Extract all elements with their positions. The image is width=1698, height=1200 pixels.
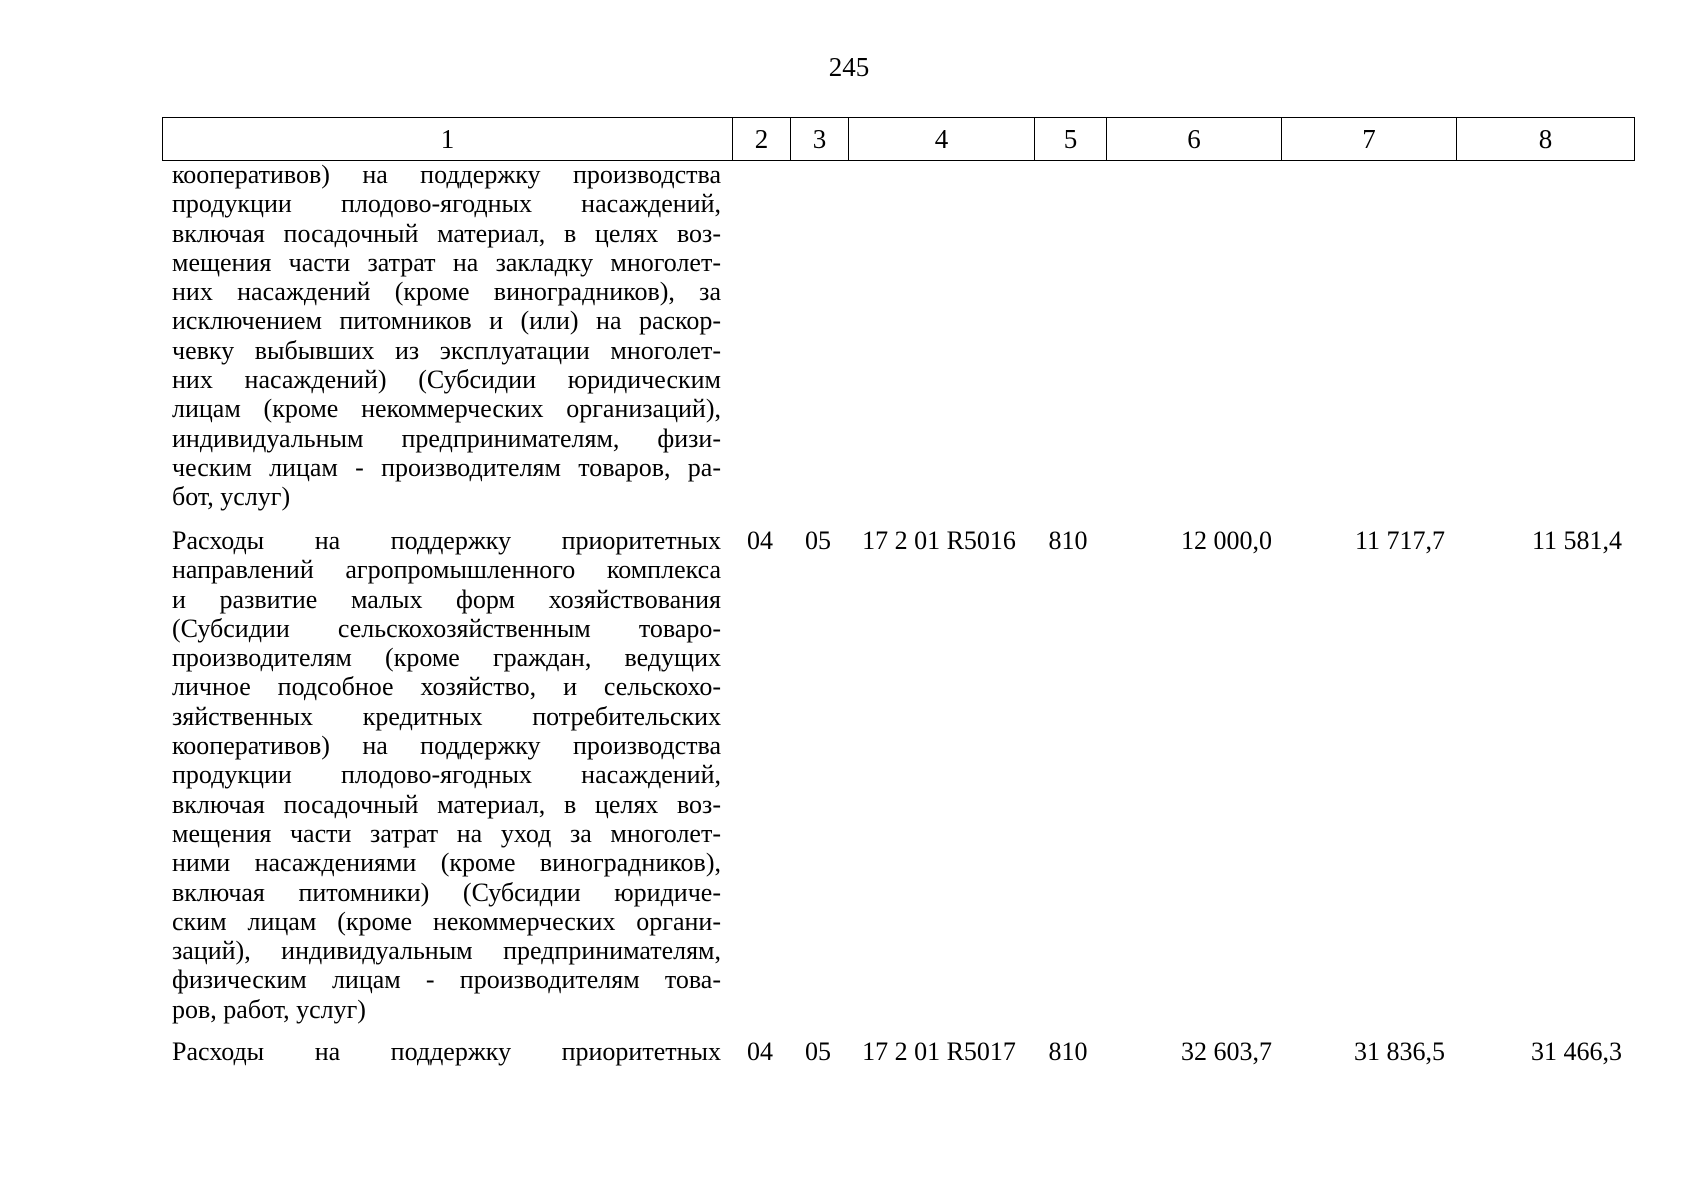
section-code: 04 — [747, 526, 773, 555]
text-line: кооперативов) на поддержку производства — [172, 160, 721, 189]
row-description — [172, 1037, 721, 1066]
text-line: направлений агропромышленного комплекса — [172, 555, 721, 585]
text-line: и развитие малых форм хозяйствования — [172, 584, 721, 614]
text-line: кооперативов) на поддержку производства — [172, 731, 721, 761]
text-line: (Субсидии сельскохозяйственным товаро- — [172, 613, 721, 643]
row-description — [172, 160, 721, 512]
text-line: включая посадочный материал, в целях воз- — [172, 789, 721, 819]
text-line: них насаждений (кроме виноградников), за — [172, 277, 721, 307]
section-code: 04 — [747, 1037, 773, 1066]
subsection-code: 05 — [805, 526, 831, 555]
page-number: 245 — [828, 52, 870, 82]
header-col-7: 7 — [1282, 118, 1457, 161]
text-line: личное подсобное хозяйство, и сельскохо- — [172, 672, 721, 702]
text-line: заций), индивидуальным предпринимателям, — [172, 936, 721, 966]
text-line: ческим лицам - производителям товаров, ра- — [172, 452, 721, 482]
amount-col-7: 11 717,7 — [1354, 526, 1445, 555]
text-line: мещения части затрат на закладку многолет- — [172, 247, 721, 277]
text-line: ров, работ, услуг) — [172, 994, 366, 1024]
text-line: ским лицам (кроме некоммерческих органи- — [172, 906, 721, 936]
expense-type-code: 810 — [1048, 526, 1088, 555]
subsection-code: 05 — [805, 1037, 831, 1066]
amount-col-8: 11 581,4 — [1531, 526, 1622, 555]
text-line: них насаждений) (Субсидии юридическим — [172, 365, 721, 395]
header-col-2: 2 — [733, 118, 791, 161]
table-header — [162, 117, 1635, 161]
text-line: чевку выбывших из эксплуатации многолет- — [172, 335, 721, 365]
header-col-5: 5 — [1035, 118, 1107, 161]
header-col-6: 6 — [1107, 118, 1282, 161]
amount-col-8: 31 466,3 — [1531, 1037, 1622, 1066]
row-description — [172, 526, 721, 1024]
text-line: производителям (кроме граждан, ведущих — [172, 643, 721, 673]
target-article-code: 17 2 01 R5016 — [862, 526, 1016, 555]
header-col-4: 4 — [849, 118, 1035, 161]
expense-type-code: 810 — [1048, 1037, 1088, 1066]
text-line: мещения части затрат на уход за многолет- — [172, 818, 721, 848]
text-line: бот, услуг) — [172, 482, 291, 512]
text-line: продукции плодово-ягодных насаждений, — [172, 189, 721, 219]
amount-col-6: 32 603,7 — [1181, 1037, 1272, 1066]
text-line: исключением питомников и (или) на раскор- — [172, 306, 721, 336]
header-col-1: 1 — [163, 118, 733, 161]
target-article-code: 17 2 01 R5017 — [862, 1037, 1016, 1066]
header-col-8: 8 — [1457, 118, 1635, 161]
text-line: Расходы на поддержку приоритетных — [172, 1037, 721, 1066]
amount-col-7: 31 836,5 — [1354, 1037, 1445, 1066]
amount-col-6: 12 000,0 — [1181, 526, 1272, 555]
text-line: зяйственных кредитных потребительских — [172, 701, 721, 731]
text-line: ними насаждениями (кроме виноградников), — [172, 848, 721, 878]
text-line: индивидуальным предпринимателям, физи- — [172, 423, 721, 453]
header-col-3: 3 — [791, 118, 849, 161]
text-line: продукции плодово-ягодных насаждений, — [172, 760, 721, 790]
text-line: Расходы на поддержку приоритетных — [172, 526, 721, 555]
text-line: физическим лицам - производителям това- — [172, 965, 721, 995]
text-line: включая посадочный материал, в целях воз- — [172, 218, 721, 248]
text-line: лицам (кроме некоммерческих организаций), — [172, 394, 721, 424]
text-line: включая питомники) (Субсидии юридиче- — [172, 877, 721, 907]
